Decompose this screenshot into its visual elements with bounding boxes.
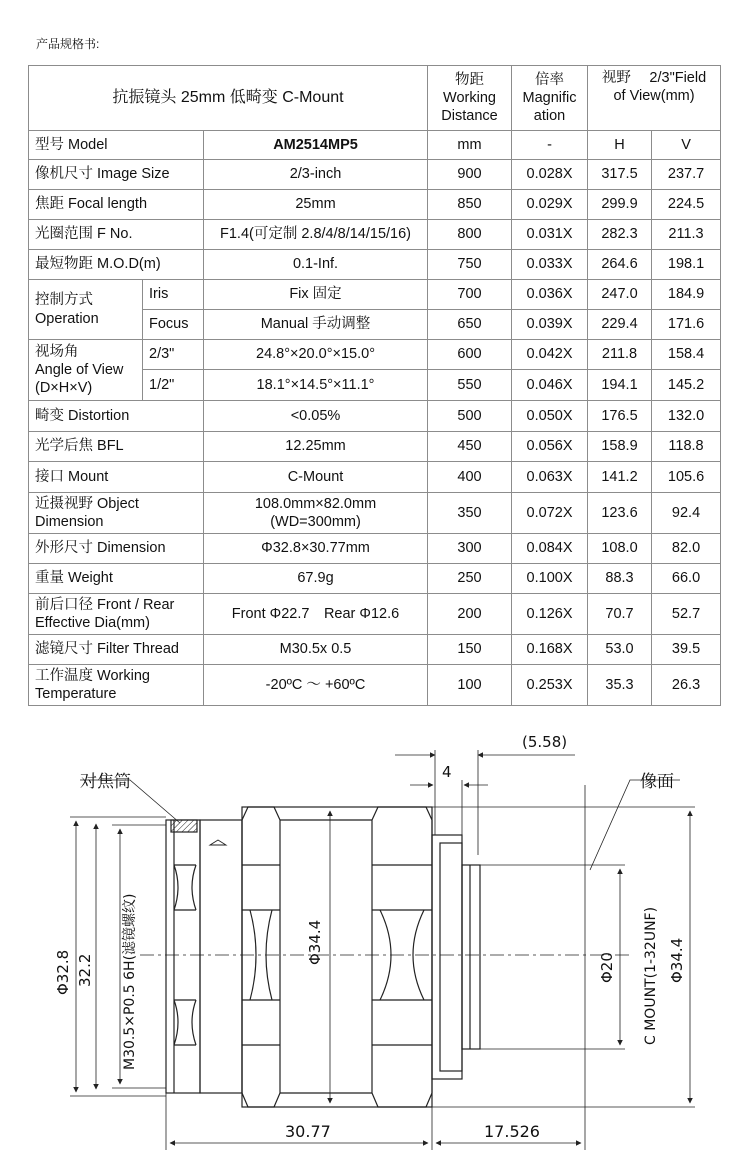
fov-v: 184.9 (652, 280, 721, 310)
filter-thread-label: 滤镜尺寸 Filter Thread (29, 635, 204, 665)
fov-wd: 250 (428, 564, 512, 594)
dim-17-526: 17.526 (484, 1122, 540, 1141)
iris-value: Fix 固定 (204, 280, 428, 310)
weight-value: 67.9g (204, 564, 428, 594)
fov-v: 237.7 (652, 160, 721, 190)
angle-1-2-label: 1/2" (143, 370, 204, 401)
fov-h: 176.5 (588, 401, 652, 432)
page-label: 产品规格书: (36, 37, 100, 51)
fov-h: 194.1 (588, 370, 652, 401)
focal-length-label: 焦距 Focal length (29, 190, 204, 220)
fov-wd: 800 (428, 220, 512, 250)
spec-table (28, 65, 721, 706)
fov-mag: 0.046X (512, 370, 588, 401)
angle-2-3-label: 2/3" (143, 340, 204, 370)
fov-v: 82.0 (652, 534, 721, 564)
object-dimension-label: 近摄视野 Object Dimension (29, 493, 204, 534)
fov-h: 158.9 (588, 432, 652, 462)
image-size-value: 2/3-inch (204, 160, 428, 190)
operation-label: 控制方式 Operation (29, 280, 143, 340)
fov-wd: 350 (428, 493, 512, 534)
magnification-header: 倍率 Magnific ation (512, 66, 588, 131)
filter-thread-dim: M30.5×P0.5 6H(滤镜螺纹) (122, 893, 138, 1070)
f-no-label: 光圈范围 F No. (29, 220, 204, 250)
fov-mag: 0.253X (512, 665, 588, 706)
angle-of-view-label: 视场角 Angle of View (D×H×V) (29, 340, 143, 401)
fov-v: 105.6 (652, 462, 721, 493)
fov-h: 53.0 (588, 635, 652, 665)
effective-dia-label: 前后口径 Front / Rear Effective Dia(mm) (29, 594, 204, 635)
fov-wd: 100 (428, 665, 512, 706)
fov-wd: 650 (428, 310, 512, 340)
temperature-value: -20ºC ～ +60ºC (204, 665, 428, 706)
model-value: AM2514MP5 (204, 131, 428, 160)
dia-32-2: 32.2 (76, 953, 94, 987)
fov-mag: 0.039X (512, 310, 588, 340)
focus-ring-outline (166, 820, 200, 1093)
focal-length-value: 25mm (204, 190, 428, 220)
fov-wd: 150 (428, 635, 512, 665)
fov-mag: 0.036X (512, 280, 588, 310)
distortion-label: 畸变 Distortion (29, 401, 204, 432)
angle-1-2-value: 18.1°×14.5°×11.1° (204, 370, 428, 401)
weight-label: 重量 Weight (29, 564, 204, 594)
filter-thread-value: M30.5x 0.5 (204, 635, 428, 665)
mag-unit-header: - (512, 131, 588, 160)
fov-wd: 200 (428, 594, 512, 635)
fov-v: 145.2 (652, 370, 721, 401)
fov-h: 247.0 (588, 280, 652, 310)
fov-v: 132.0 (652, 401, 721, 432)
fov-v: 26.3 (652, 665, 721, 706)
fov-wd: 450 (428, 432, 512, 462)
fov-wd: 750 (428, 250, 512, 280)
c-mount-thread (462, 865, 480, 1049)
fov-mag: 0.033X (512, 250, 588, 280)
dimension-value: Φ32.8×30.77mm (204, 534, 428, 564)
mod-label: 最短物距 M.O.D(m) (29, 250, 204, 280)
body-dia-34-4: Φ34.4 (306, 919, 324, 965)
bfl-label: 光学后焦 BFL (29, 432, 204, 462)
fov-h: 123.6 (588, 493, 652, 534)
mount-value: C-Mount (204, 462, 428, 493)
fov-v: 171.6 (652, 310, 721, 340)
fov-v: 66.0 (652, 564, 721, 594)
dim-4: 4 (442, 763, 452, 781)
fov-mag: 0.029X (512, 190, 588, 220)
fov-h: 229.4 (588, 310, 652, 340)
fov-h: 317.5 (588, 160, 652, 190)
fov-mag: 0.126X (512, 594, 588, 635)
fov-mag: 0.042X (512, 340, 588, 370)
dimension-label: 外形尺寸 Dimension (29, 534, 204, 564)
fov-v: 158.4 (652, 340, 721, 370)
fov-wd: 600 (428, 340, 512, 370)
fov-wd: 400 (428, 462, 512, 493)
fov-h: 264.6 (588, 250, 652, 280)
f-no-value: F1.4(可定制 2.8/4/8/14/15/16) (204, 220, 428, 250)
angle-2-3-value: 24.8°×20.0°×15.0° (204, 340, 428, 370)
mod-value: 0.1-Inf. (204, 250, 428, 280)
fov-v: 118.8 (652, 432, 721, 462)
effective-dia-value: Front Φ22.7 Rear Φ12.6 (204, 594, 428, 635)
fov-v: 92.4 (652, 493, 721, 534)
fov-h: 211.8 (588, 340, 652, 370)
fov-mag: 0.072X (512, 493, 588, 534)
image-plane-label: 像面 (640, 772, 674, 792)
fov-wd: 700 (428, 280, 512, 310)
focus-ring-label: 对焦筒 (80, 772, 131, 792)
fov-v: 224.5 (652, 190, 721, 220)
fov-v: 198.1 (652, 250, 721, 280)
fov-v: 52.7 (652, 594, 721, 635)
fov-mag: 0.084X (512, 534, 588, 564)
focus-ring-hatch (171, 820, 197, 832)
fov-mag: 0.050X (512, 401, 588, 432)
fov-v: 39.5 (652, 635, 721, 665)
fov-wd: 850 (428, 190, 512, 220)
distortion-value: <0.05% (204, 401, 428, 432)
fov-h: 88.3 (588, 564, 652, 594)
h-header: H (588, 131, 652, 160)
fov-h: 282.3 (588, 220, 652, 250)
object-dimension-value: 108.0mm×82.0mm (WD=300mm) (204, 493, 428, 534)
fov-wd: 300 (428, 534, 512, 564)
temperature-label: 工作温度 Working Temperature (29, 665, 204, 706)
lens-dimension-drawing (0, 725, 750, 1173)
dim-30-77: 30.77 (285, 1122, 331, 1141)
c-mount-dim: C MOUNT(1-32UNF) (643, 906, 659, 1045)
dia-32-8: Φ32.8 (54, 949, 72, 995)
focus-label: Focus (143, 310, 204, 340)
working-distance-header: 物距 Working Distance (428, 66, 512, 131)
fov-mag: 0.028X (512, 160, 588, 190)
dim-5-58: (5.58) (522, 733, 568, 751)
fov-header: 视野 2/3"Field of View(mm) (588, 66, 721, 131)
unit-header: mm (428, 131, 512, 160)
fov-wd: 900 (428, 160, 512, 190)
fov-mag: 0.056X (512, 432, 588, 462)
image-size-label: 像机尺寸 Image Size (29, 160, 204, 190)
lens-collar (200, 820, 242, 1093)
fov-mag: 0.031X (512, 220, 588, 250)
fov-mag: 0.168X (512, 635, 588, 665)
fov-mag: 0.063X (512, 462, 588, 493)
fov-wd: 500 (428, 401, 512, 432)
iris-label: Iris (143, 280, 204, 310)
model-label: 型号 Model (29, 131, 204, 160)
mount-label: 接口 Mount (29, 462, 204, 493)
fov-wd: 550 (428, 370, 512, 401)
right-dia-34-4: Φ34.4 (668, 937, 686, 983)
fov-h: 70.7 (588, 594, 652, 635)
lens-title: 抗振镜头 25mm 低畸变 C-Mount (29, 66, 428, 131)
v-header: V (652, 131, 721, 160)
fov-mag: 0.100X (512, 564, 588, 594)
fov-h: 141.2 (588, 462, 652, 493)
bfl-value: 12.25mm (204, 432, 428, 462)
dia-20: Φ20 (598, 952, 616, 983)
rear-flange (432, 835, 462, 1079)
lens-body (242, 807, 432, 1107)
fov-h: 35.3 (588, 665, 652, 706)
focus-value: Manual 手动调整 (204, 310, 428, 340)
fov-h: 108.0 (588, 534, 652, 564)
fov-v: 211.3 (652, 220, 721, 250)
fov-h: 299.9 (588, 190, 652, 220)
